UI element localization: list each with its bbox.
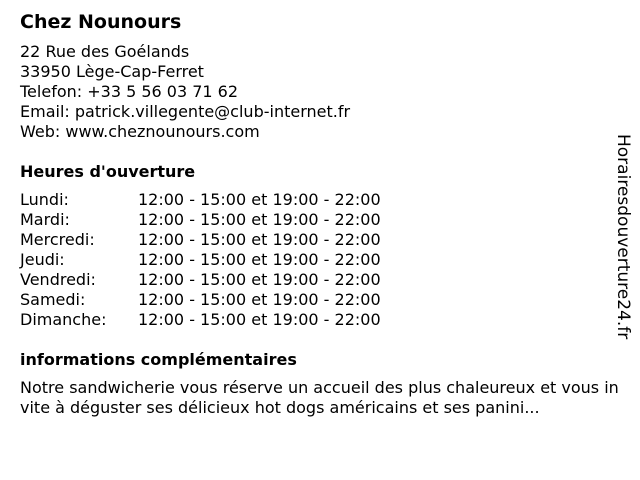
email-line: Email: patrick.villegente@club-internet.fr: [20, 102, 351, 121]
hours-day-label: Vendredi:: [20, 270, 96, 289]
hours-day-label: Dimanche:: [20, 310, 107, 329]
site-watermark: Horairesdouverture24.fr: [613, 134, 633, 340]
hours-time-value: 12:00 - 15:00 et 19:00 - 22:00: [138, 250, 381, 269]
hours-time-value: 12:00 - 15:00 et 19:00 - 22:00: [138, 270, 381, 289]
hours-row-saturday: [20, 290, 610, 310]
hours-day-label: Mercredi:: [20, 230, 95, 249]
hours-row-wednesday: [20, 230, 610, 250]
hours-time-value: 12:00 - 15:00 et 19:00 - 22:00: [138, 210, 381, 229]
opening-hours-table: [20, 190, 610, 330]
address-city: 33950 Lège-Cap-Ferret: [20, 62, 204, 81]
hours-time-value: 12:00 - 15:00 et 19:00 - 22:00: [138, 290, 381, 309]
business-name: Chez Nounours: [20, 11, 182, 33]
hours-row-monday: [20, 190, 610, 210]
additional-info-heading: informations complémentaires: [20, 350, 297, 369]
additional-info-text: Notre sandwicherie vous réserve un accueil des plus chaleureux et vous invite à déguster ses délicieux hot dogs américains et ses panini...: [20, 378, 619, 417]
hours-day-label: Mardi:: [20, 210, 70, 229]
address-street: 22 Rue des Goélands: [20, 42, 190, 61]
hours-day-label: Lundi:: [20, 190, 69, 209]
hours-day-label: Jeudi:: [20, 250, 65, 269]
hours-time-value: 12:00 - 15:00 et 19:00 - 22:00: [138, 230, 381, 249]
hours-row-tuesday: [20, 210, 610, 230]
web-line: Web: www.cheznounours.com: [20, 122, 260, 141]
hours-row-sunday: [20, 310, 610, 330]
hours-time-value: 12:00 - 15:00 et 19:00 - 22:00: [138, 310, 381, 329]
business-card: [20, 10, 619, 418]
hours-time-value: 12:00 - 15:00 et 19:00 - 22:00: [138, 190, 381, 209]
phone-line: Telefon: +33 5 56 03 71 62: [20, 82, 239, 101]
hours-row-thursday: [20, 250, 610, 270]
hours-day-label: Samedi:: [20, 290, 86, 309]
hours-row-friday: [20, 270, 610, 290]
opening-hours-heading: Heures d'ouverture: [20, 162, 196, 181]
